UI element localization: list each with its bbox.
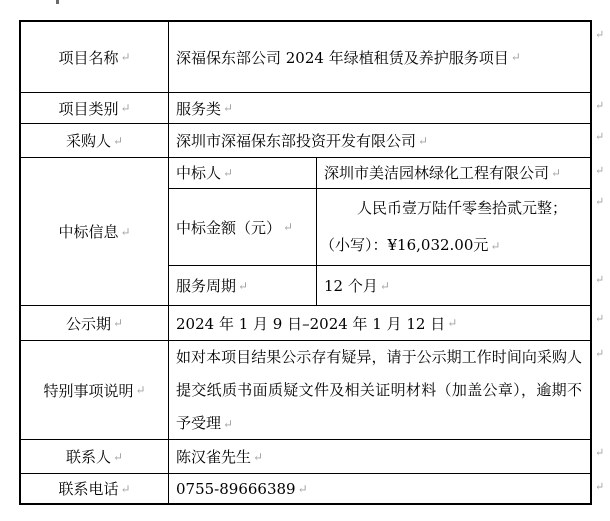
paragraph-mark-icon: ↵ xyxy=(120,101,131,115)
top-ruler-tick xyxy=(56,0,59,4)
winner-label: 中标人 xyxy=(176,164,222,183)
row-end-mark-icon: ↵ xyxy=(595,312,605,325)
row-purchaser xyxy=(21,124,590,158)
row-end-mark-icon: ↵ xyxy=(595,99,605,112)
contact-phone-label: 联系电话 xyxy=(58,480,119,498)
bid-amount-figures: （小写）：¥16,032.00元 ↵ xyxy=(320,235,501,254)
paragraph-mark-icon: ↵ xyxy=(120,224,131,239)
project-category-label: 项目类别 xyxy=(58,99,119,118)
paragraph-mark-icon: ↵ xyxy=(120,481,131,496)
paragraph-mark-icon: ↵ xyxy=(112,449,124,464)
contact-person-label-cell xyxy=(21,440,169,473)
row-end-mark-icon: ↵ xyxy=(595,28,605,41)
paragraph-mark-icon: ↵ xyxy=(297,481,308,496)
service-period-label-cell xyxy=(169,266,317,305)
bid-amount-words: 人民币壹万陆仟零叁拾贰元整； xyxy=(357,198,568,217)
publicity-period-label-cell xyxy=(21,306,169,340)
paragraph-mark-icon: ↵ xyxy=(510,50,521,64)
contact-phone-value: 0755-89666389 xyxy=(176,479,296,498)
paragraph-mark-icon: ↵ xyxy=(135,383,146,397)
row-project-name xyxy=(21,22,590,93)
special-notes-label-cell xyxy=(21,341,169,439)
row-end-mark-icon: ↵ xyxy=(595,347,605,360)
winner-value-cell xyxy=(317,158,590,188)
project-name-label-cell xyxy=(21,22,169,92)
paragraph-mark-icon: ↵ xyxy=(223,101,234,115)
row-publicity-period xyxy=(21,306,590,341)
special-notes-value: 如对本项目结果公示存有疑异，请于公示期工作时间向采购人提交纸质书面质疑文件及相关证明材料（加盖公章），逾期不予受理 xyxy=(176,348,582,432)
paragraph-mark-icon: ↵ xyxy=(223,165,234,180)
bid-amount-label-cell xyxy=(169,189,317,265)
row-end-mark-icon: ↵ xyxy=(595,195,605,208)
purchaser-value-cell xyxy=(169,124,590,157)
project-name-label: 项目名称 xyxy=(58,48,119,67)
paragraph-mark-icon: ↵ xyxy=(120,50,131,64)
special-notes-label: 特别事项说明 xyxy=(43,381,134,400)
sub-row-service-period xyxy=(169,266,590,305)
row-contact-phone xyxy=(21,474,590,503)
row-end-mark-icon: ↵ xyxy=(595,273,605,286)
publicity-period-value-cell xyxy=(169,306,590,340)
project-category-value-cell xyxy=(169,93,590,123)
paragraph-mark-icon: ↵ xyxy=(490,238,501,253)
paragraph-mark-icon: ↵ xyxy=(112,316,124,330)
bid-amount-label: 中标金额（元） xyxy=(176,218,282,237)
row-end-mark-icon: ↵ xyxy=(595,130,605,143)
row-end-mark-icon: ↵ xyxy=(595,480,605,493)
row-bid-info xyxy=(21,158,590,306)
sub-row-winner xyxy=(169,158,590,189)
row-end-mark-icon: ↵ xyxy=(595,446,605,459)
contact-phone-label-cell xyxy=(21,474,169,503)
paragraph-mark-icon: ↵ xyxy=(418,133,429,148)
project-category-label-cell xyxy=(21,93,169,123)
service-period-value-cell xyxy=(317,266,590,305)
publicity-period-value: 2024 年 1 月 9 日–2024 年 1 月 12 日 xyxy=(176,314,446,333)
contact-person-value-cell xyxy=(169,440,590,473)
bid-info-label: 中标信息 xyxy=(58,223,119,241)
row-project-category xyxy=(21,93,590,124)
contact-person-value: 陈汉雀先生 xyxy=(176,448,252,466)
service-period-label: 服务周期 xyxy=(176,277,237,296)
paragraph-mark-icon: ↵ xyxy=(447,316,458,330)
purchaser-value: 深圳市深福保东部投资开发有限公司 xyxy=(176,132,417,150)
paragraph-mark-icon: ↵ xyxy=(379,278,390,293)
row-contact-person xyxy=(21,440,590,474)
winner-label-cell xyxy=(169,158,317,188)
contact-phone-value-cell xyxy=(169,474,590,503)
contact-person-label: 联系人 xyxy=(65,448,111,466)
purchaser-label: 采购人 xyxy=(65,132,111,150)
row-special-notes xyxy=(21,341,590,440)
bid-info-subtable xyxy=(169,158,590,305)
sub-row-bid-amount xyxy=(169,189,590,266)
paragraph-mark-icon: ↵ xyxy=(551,165,562,180)
special-notes-value-cell xyxy=(169,341,590,439)
paragraph-mark-icon: ↵ xyxy=(283,220,294,235)
paragraph-mark-icon: ↵ xyxy=(238,278,249,293)
publicity-period-label: 公示期 xyxy=(65,314,111,333)
winner-value: 深圳市美洁园林绿化工程有限公司 xyxy=(324,164,550,183)
project-name-value: 深福保东部公司 2024 年绿植租赁及养护服务项目 xyxy=(176,48,509,67)
purchaser-label-cell xyxy=(21,124,169,157)
project-name-value-cell xyxy=(169,22,590,92)
announcement-table xyxy=(19,20,592,505)
service-period-value: 12 个月 xyxy=(324,277,378,296)
bid-info-label-cell xyxy=(21,158,169,305)
row-end-mark-icon: ↵ xyxy=(595,164,605,177)
paragraph-mark-icon: ↵ xyxy=(253,449,264,464)
paragraph-mark-icon: ↵ xyxy=(112,133,124,148)
project-category-value: 服务类 xyxy=(176,99,222,118)
bid-amount-value-cell xyxy=(317,189,590,265)
paragraph-mark-icon: ↵ xyxy=(223,417,234,431)
